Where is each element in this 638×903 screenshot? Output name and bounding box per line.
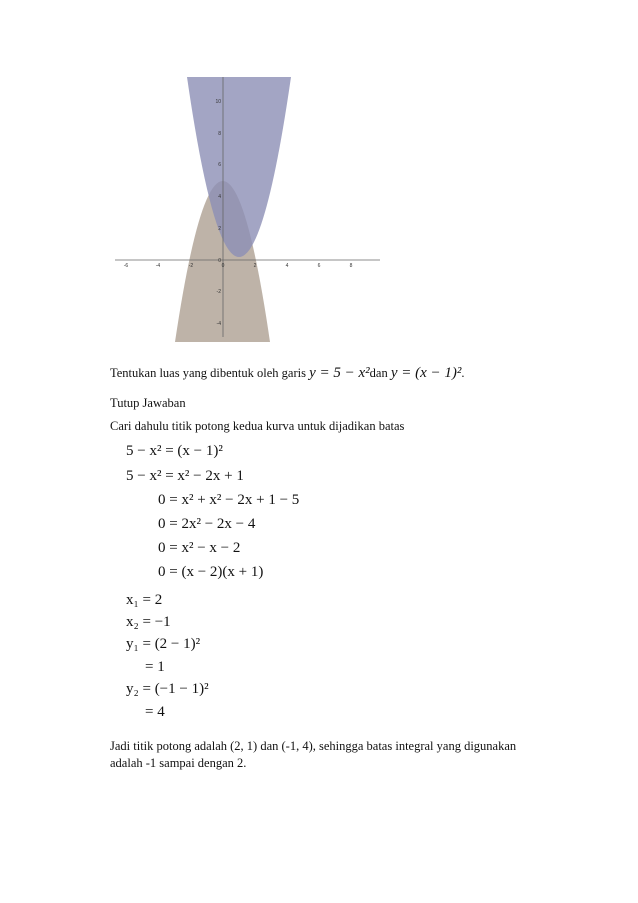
- connector: dan: [369, 366, 388, 380]
- conclusion-line-2: adalah -1 sampai dengan 2.: [110, 756, 247, 770]
- x-tick-label: 4: [285, 263, 289, 269]
- x-tick-label: 2: [253, 263, 257, 269]
- equation-2: y = (x − 1)²: [390, 365, 462, 381]
- y-tick-label: 8: [218, 131, 221, 137]
- solution-line: y₁ = (2 − 1)²: [126, 636, 201, 652]
- step-line: 0 = x² + x² − 2x + 1 − 5: [158, 492, 300, 508]
- solution-line: = 1: [145, 659, 165, 675]
- suffix: .: [461, 366, 465, 380]
- solution-line: = 4: [145, 704, 165, 720]
- y-tick-label: 6: [218, 162, 221, 168]
- x-tick-label: -4: [155, 263, 161, 269]
- x-tick-label: 0: [221, 263, 225, 269]
- x-tick-label: -2: [188, 263, 194, 269]
- parabola-graph: [110, 72, 385, 342]
- step-line: 5 − x² = x² − 2x + 1: [126, 468, 244, 484]
- y-tick-label: 10: [215, 99, 221, 105]
- y-tick-label: 0: [218, 258, 221, 264]
- x-tick-label: 8: [349, 263, 353, 269]
- solution-line: y₂ = (−1 − 1)²: [126, 681, 209, 697]
- toggle-answer-link[interactable]: Tutup Jawaban: [110, 396, 186, 410]
- solution-line: x₁ = 2: [126, 592, 163, 608]
- y-tick-label: 2: [218, 226, 221, 232]
- y-tick-label: -4: [216, 321, 221, 327]
- solution-line: x₂ = −1: [126, 614, 171, 630]
- step-line: 0 = 2x² − 2x − 4: [158, 516, 256, 532]
- x-tick-label: 6: [317, 263, 321, 269]
- equation-1: y = 5 − x²: [309, 365, 370, 381]
- step-line: 5 − x² = (x − 1)²: [126, 443, 223, 459]
- intro-text: Cari dahulu titik potong kedua kurva untuk dijadikan batas: [110, 419, 405, 433]
- x-tick-label: -6: [123, 263, 129, 269]
- step-line: 0 = (x − 2)(x + 1): [158, 564, 264, 580]
- problem-prefix: Tentukan luas yang dibentuk oleh garis: [110, 366, 306, 380]
- conclusion-line-1: Jadi titik potong adalah (2, 1) dan (-1, 4), sehingga batas integral yang digunakan: [110, 739, 517, 753]
- step-line: 0 = x² − x − 2: [158, 540, 241, 556]
- y-tick-label: -2: [216, 289, 221, 295]
- y-tick-label: 4: [218, 194, 221, 200]
- problem-statement: [110, 365, 465, 382]
